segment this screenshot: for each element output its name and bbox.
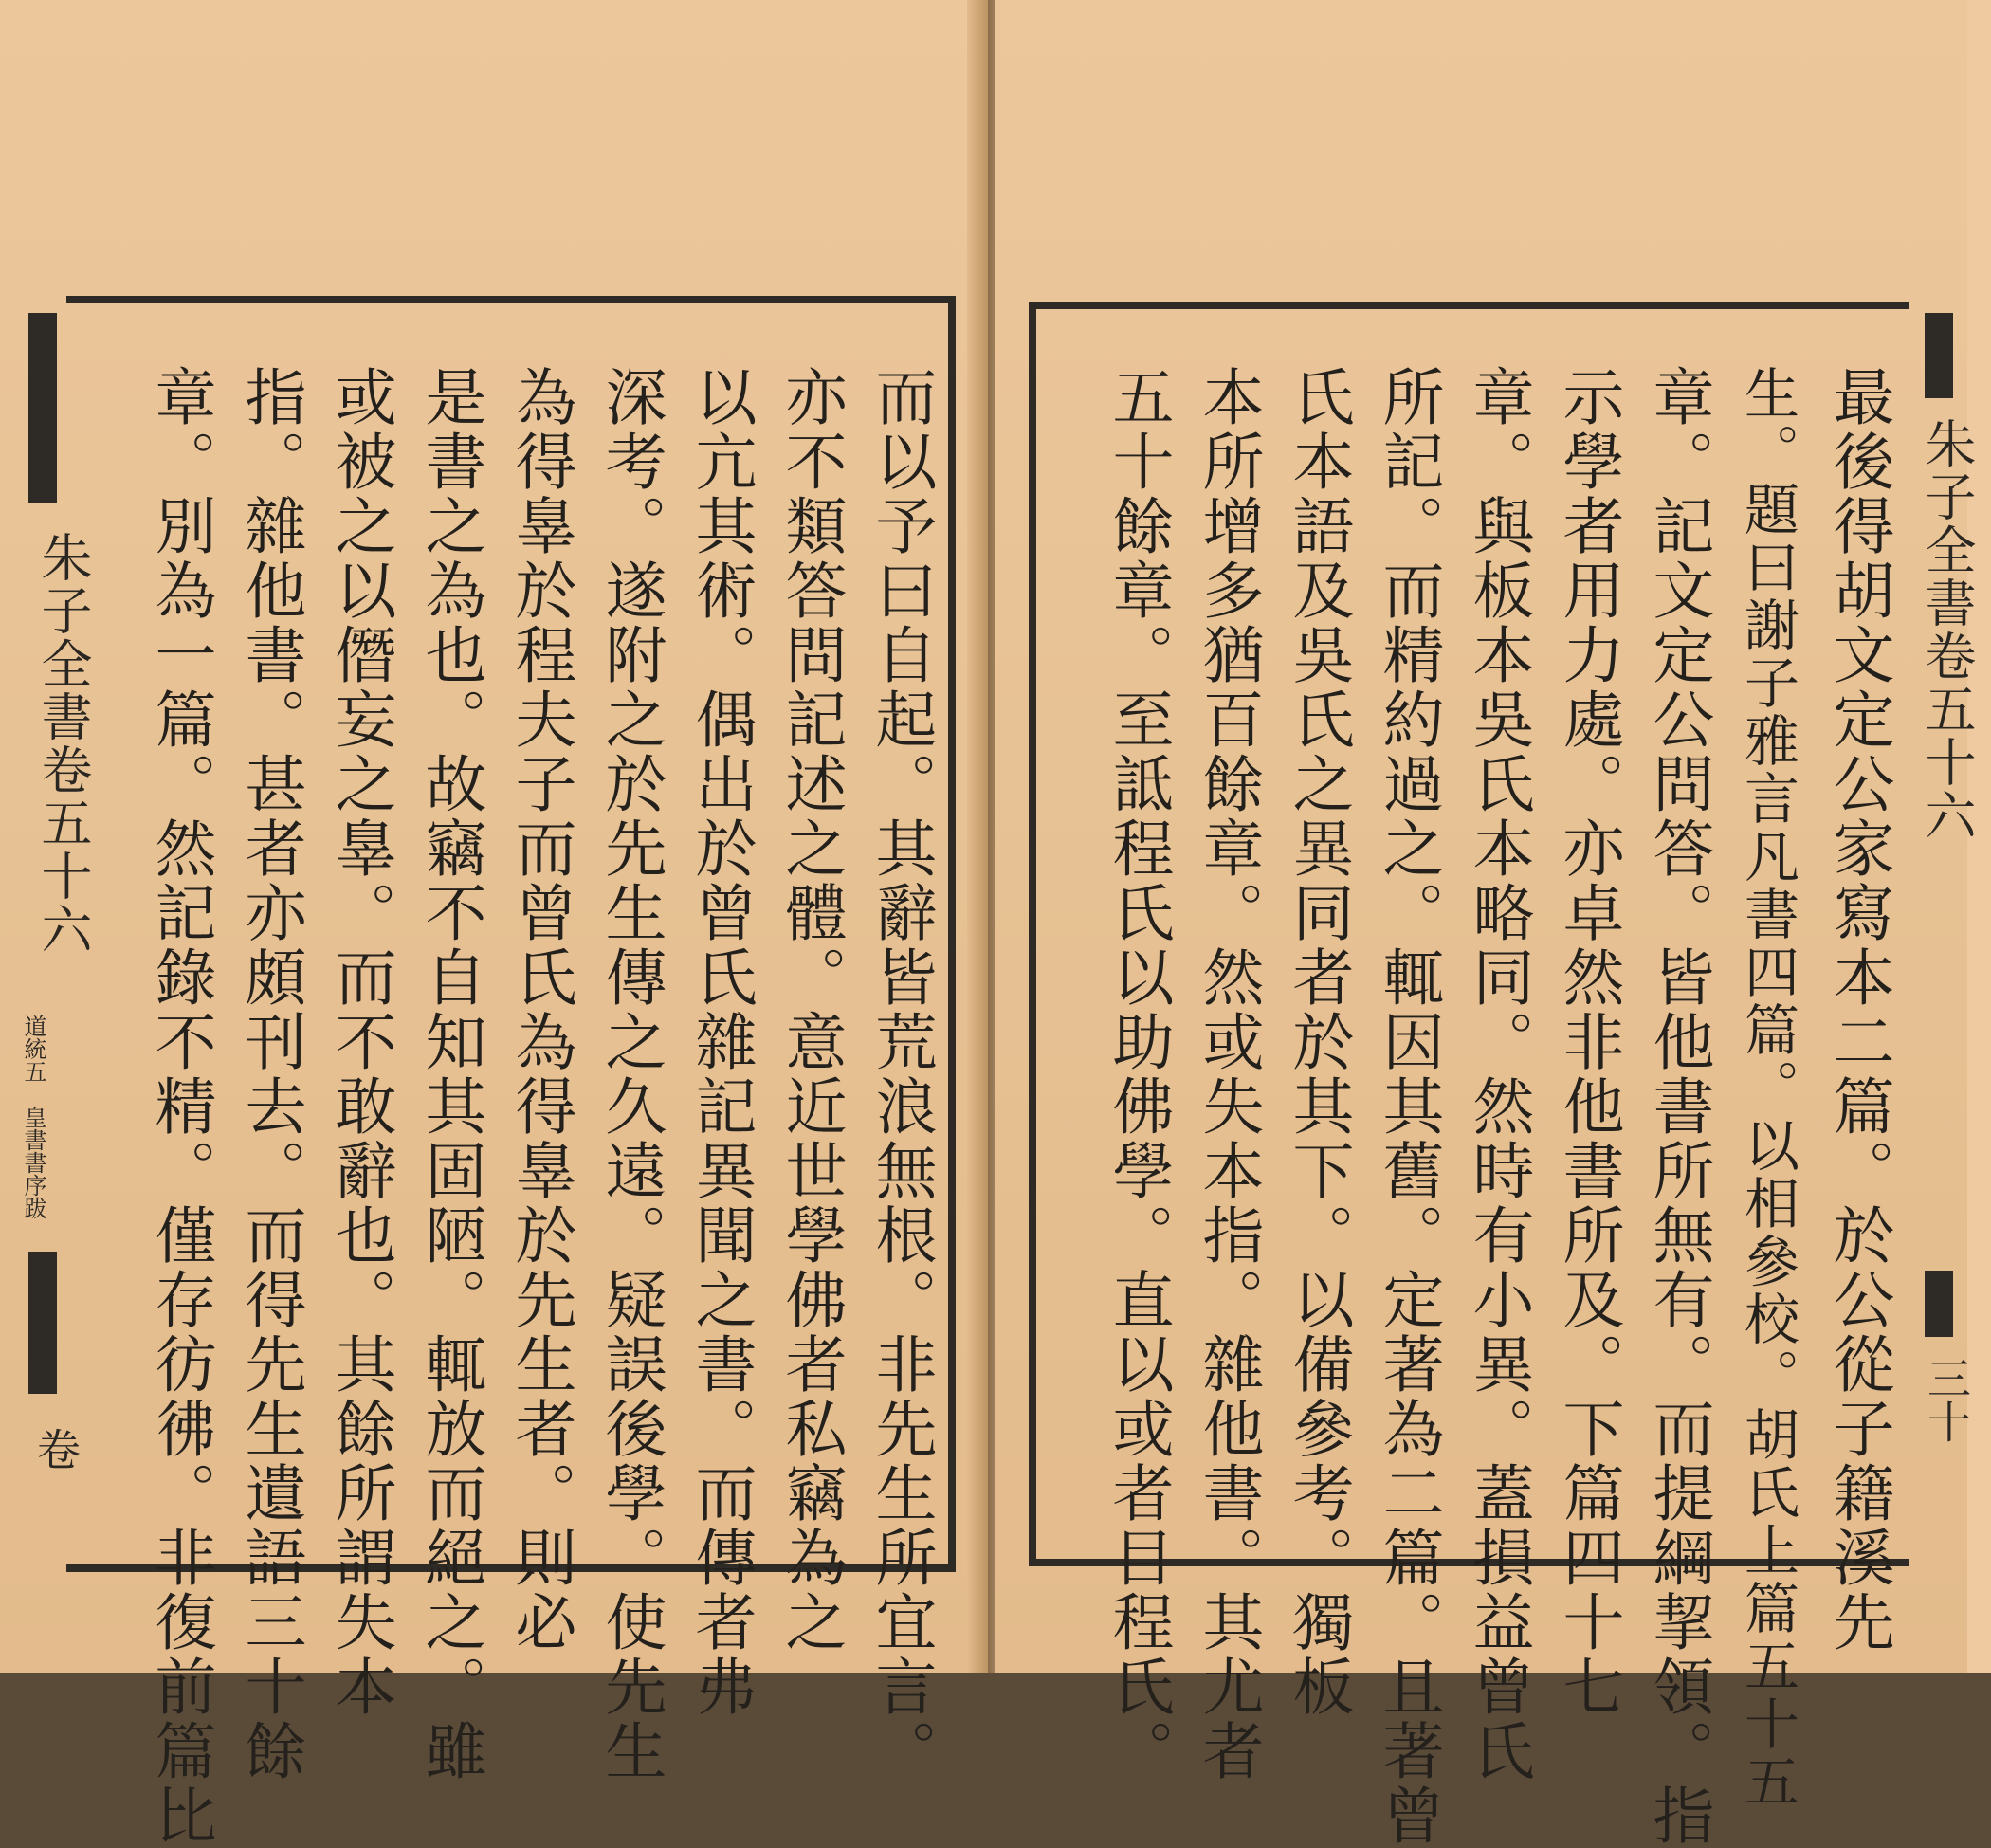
margin-title-left: 朱子全書卷五十六 bbox=[33, 531, 93, 956]
fishtail-mark bbox=[1925, 1271, 1953, 1337]
text-column: 生。題曰謝子雅言凡書四篇。以相參校。胡氏上篇五十五 bbox=[1735, 365, 1799, 1811]
text-column: 而以予曰自起。其辭皆荒浪無根。非先生所宜言。 bbox=[865, 365, 936, 1784]
page-number-left: 卷 bbox=[30, 1427, 82, 1471]
text-column: 章。別為一篇。然記錄不精。僅存彷彿。非復前篇比 bbox=[144, 365, 215, 1848]
text-column: 或被之以僭妄之辠。而不敢辭也。其餘所謂失本 bbox=[324, 365, 395, 1719]
margin-title-right: 朱子全書卷五十六 bbox=[1917, 417, 1977, 842]
text-column: 亦不類答問記述之體。意近世學佛者私竊為之 bbox=[775, 365, 846, 1655]
fishtail-mark bbox=[1925, 313, 1953, 398]
text-column: 所記。而精約過之。輒因其舊。定著為二篇。且著曾 bbox=[1372, 365, 1443, 1848]
text-column: 深考。遂附之於先生傳之久遠。疑誤後學。使先生 bbox=[594, 365, 666, 1784]
fishtail-mark bbox=[28, 1252, 57, 1394]
fishtail-mark bbox=[28, 313, 57, 503]
text-column: 章。與板本吳氏本略同。然時有小異。蓋損益曾氏 bbox=[1462, 365, 1533, 1784]
text-column: 章。記文定公問答。皆他書所無有。而提綱挈領。指 bbox=[1642, 365, 1713, 1848]
text-column: 本所增多猶百餘章。然或失本指。雜他書。其尤者 bbox=[1192, 365, 1263, 1784]
text-column: 以亢其術。偶出於曾氏雜記異聞之書。而傳者弗 bbox=[685, 365, 756, 1719]
text-column: 五十餘章。至詆程氏以助佛學。直以或者目程氏。 bbox=[1102, 365, 1173, 1784]
gutter-left bbox=[967, 0, 988, 1673]
text-column: 示學者用力處。亦卓然非他書所及。下篇四十七 bbox=[1552, 365, 1623, 1719]
text-column: 是書之為也。故竊不自知其固陋。輒放而絕之。雖 bbox=[414, 365, 485, 1784]
text-column: 氏本語及吳氏之異同者於其下。以備參考。獨板 bbox=[1282, 365, 1353, 1719]
margin-section-left: 道統五 皇書書序跋 bbox=[20, 1015, 46, 1219]
text-column: 最後得胡文定公家寫本二篇。於公從子籍溪先 bbox=[1822, 365, 1893, 1655]
text-column: 指。雜他書。甚者亦頗刊去。而得先生遺語三十餘 bbox=[234, 365, 305, 1784]
page-number-right: 三十 bbox=[1921, 1356, 1972, 1443]
text-column: 為得辠於程夫子而曾氏為得辠於先生者。則必 bbox=[504, 365, 575, 1655]
